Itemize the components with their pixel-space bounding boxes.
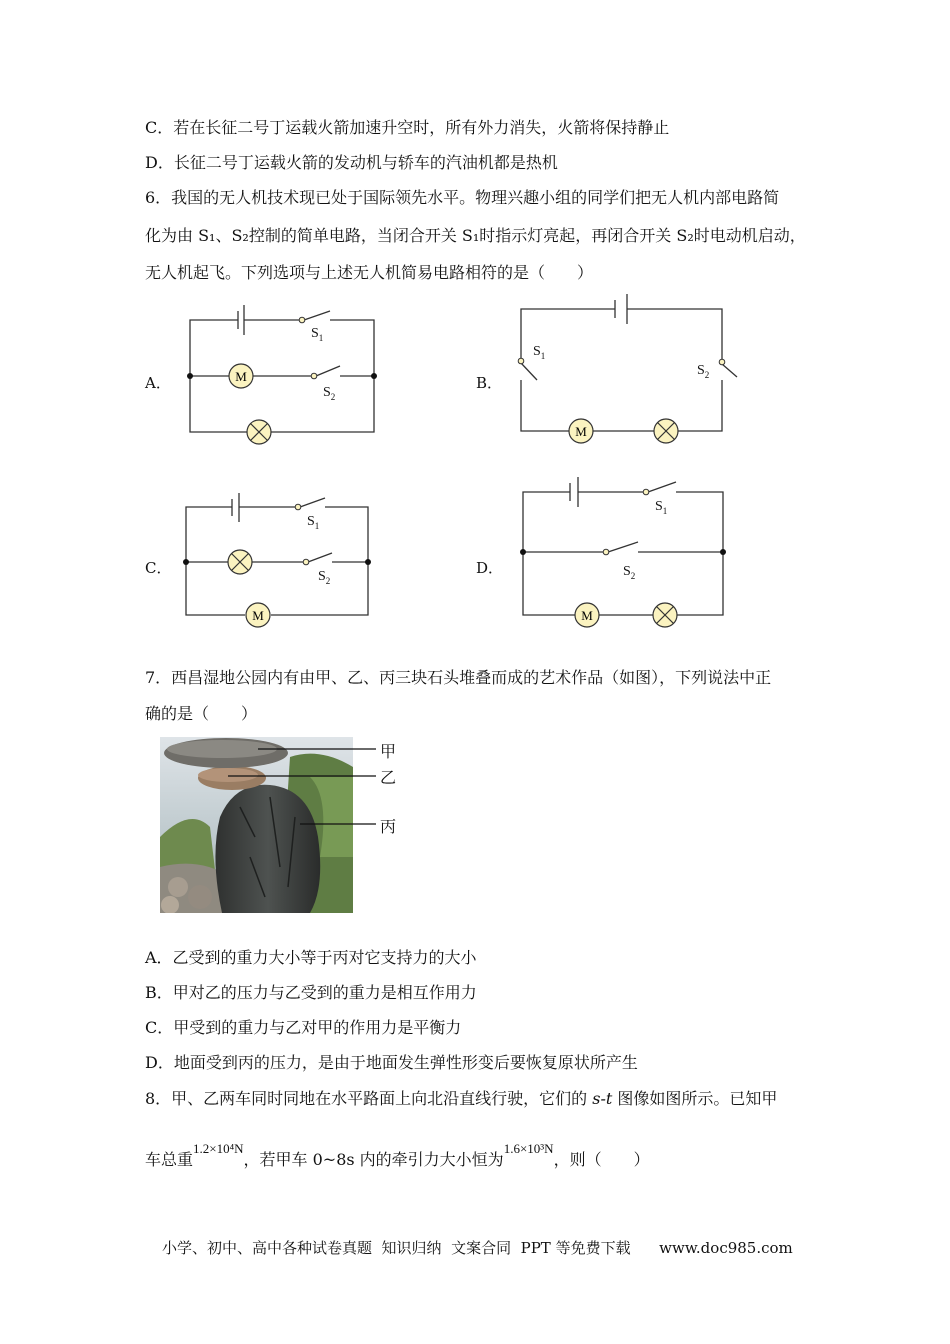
motor-icon	[246, 603, 270, 627]
q7-stem-line2: 确的是（ ）	[145, 704, 258, 723]
q5-option-c: C．若在长征二号丁运载火箭加速升空时，所有外力消失，火箭将保持静止	[145, 118, 670, 137]
q6-label-b: B．	[476, 374, 503, 392]
motor-icon	[575, 603, 599, 627]
q8-weight-value: 1.2×10⁴N	[193, 1141, 244, 1156]
motor-icon	[569, 419, 593, 443]
stone-label-bing: 丙	[380, 817, 397, 836]
lamp-icon	[654, 419, 678, 443]
q6-circuit-diagrams	[0, 0, 950, 660]
motor-label: M	[581, 608, 593, 623]
q6-stem-line3: 无人机起飞。下列选项与上述无人机简易电路相符的是（ ）	[145, 263, 594, 282]
stone-label-yi: 乙	[380, 768, 397, 787]
page-footer: 小学、初中、高中各种试卷真题 知识归纳 文案合同 PPT 等免费下载 www.doc985.com	[162, 1239, 793, 1257]
stone-label-jia: 甲	[380, 742, 397, 761]
switch-label-s2: $S_2$	[623, 564, 636, 581]
q7-stem-line1: 7．西昌湿地公园内有由甲、乙、丙三块石头堆叠而成的艺术作品（如图），下列说法中正	[145, 668, 772, 687]
q6-label-c: C．	[145, 559, 172, 577]
motor-label: M	[235, 369, 247, 384]
switch-label-s1: $S_1$	[655, 499, 668, 516]
switch-label-s1: $S_1$	[311, 326, 324, 343]
q7-option-d: D．地面受到丙的压力，是由于地面发生弹性形变后要恢复原状所产生	[145, 1053, 638, 1072]
switch-label-s2: $S_2$	[318, 569, 331, 586]
q6-stem-line1: 6．我国的无人机技术现已处于国际领先水平。物理兴趣小组的同学们把无人机内部电路简	[145, 188, 780, 207]
circuit-c	[186, 493, 368, 615]
motor-label: M	[575, 424, 587, 439]
switch-label-s1: $S_1$	[533, 344, 546, 361]
switch-label-s2: $S_2$	[323, 385, 336, 402]
circuit-a	[190, 305, 374, 432]
lamp-icon	[247, 420, 271, 444]
circuit-d	[523, 477, 723, 615]
q6-stem-line2: 化为由 S₁、S₂控制的简单电路，当闭合开关 S₁时指示灯亮起，再闭合开关 S₂时电动机启动，	[145, 226, 806, 245]
motor-label: M	[252, 608, 264, 623]
q8-stem-line1: 8．甲、乙两车同时同地在水平路面上向北沿直线行驶，它们的 s-t 图像如图所示。已知甲	[145, 1089, 778, 1108]
q7-option-c: C．甲受到的重力与乙对甲的作用力是平衡力	[145, 1018, 462, 1037]
lamp-icon	[228, 550, 252, 574]
switch-label-s2: $S_2$	[697, 363, 710, 380]
lamp-icon	[653, 603, 677, 627]
q6-label-d: D．	[476, 559, 504, 577]
switch-label-s1: $S_1$	[307, 514, 320, 531]
stone-stack-photo	[160, 737, 353, 913]
q7-option-b: B．甲对乙的压力与乙受到的重力是相互作用力	[145, 983, 477, 1002]
q6-label-a: A．	[145, 374, 171, 392]
q8-force-value: 1.6×10³N	[503, 1141, 554, 1156]
q7-option-a: A．乙受到的重力大小等于丙对它支持力的大小	[145, 948, 477, 967]
motor-icon	[229, 364, 253, 388]
q8-stem-line2: 车总重$^{1.2\times 10^4N}$，若甲车 0~8s 内的牵引力大小恒为$^{1.6\times 10^3N}$，则（ ）	[145, 1141, 650, 1169]
q5-option-d: D．长征二号丁运载火箭的发动机与轿车的汽油机都是热机	[145, 153, 558, 172]
